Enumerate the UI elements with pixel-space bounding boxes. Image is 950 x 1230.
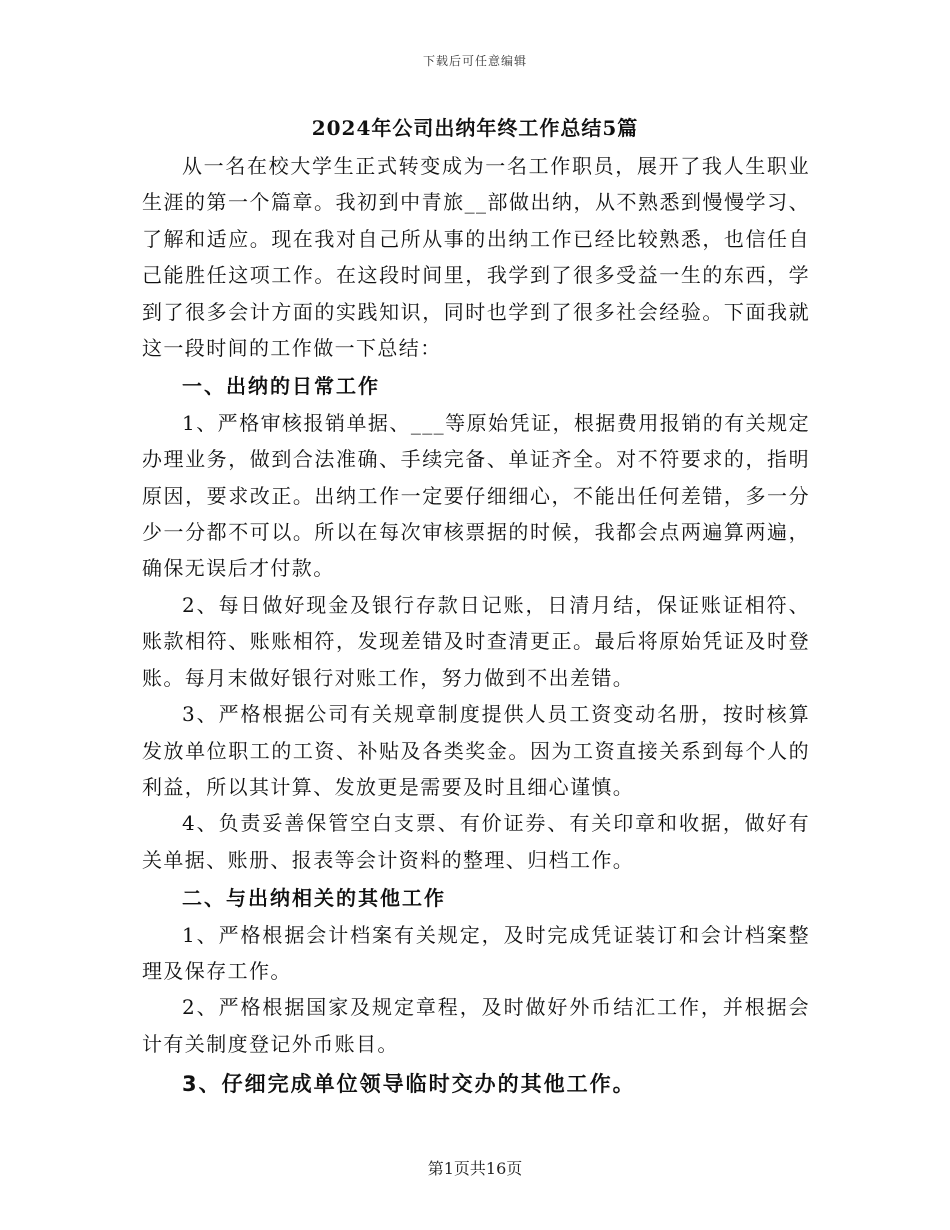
paragraph-item-6: 2、严格根据国家及规定章程，及时做好外币结汇工作，并根据会计有关制度登记外币账目。 [142,995,810,1056]
paragraph-item-7-bold: 3、仔细完成单位领导临时交办的其他工作。 [182,1072,636,1097]
paragraph-item-3: 3、严格根据公司有关规章制度提供人员工资变动名册，按时核算发放单位职工的工资、补贴及各类奖金。因为工资直接关系到每个人的利益，所以其计算、发放更是需要及时且细心谨慎。 [142,702,810,799]
page-header: 下载后可任意编辑 [422,54,527,68]
page-number: 第1页共16页 [427,1159,523,1178]
paragraph-item-4: 4、负责妥善保管空白支票、有价证券、有关印章和收据，做好有关单据、账册、报表等会计资料的整理、归档工作。 [142,811,810,872]
document-body [142,148,810,1103]
section-heading-1: 一、出纳的日常工作 [182,374,380,399]
paragraph-item-5: 1、严格根据会计档案有关规定，及时完成凭证装订和会计档案整理及保存工作。 [142,922,810,983]
paragraph-item-2: 2、每日做好现金及银行存款日记账，日清月结，保证账证相符、账款相符、账账相符，发现差错及时查清更正。最后将原始凭证及时登账。每月末做好银行对账工作，努力做到不出差错。 [142,592,810,690]
section-heading-2: 二、与出纳相关的其他工作 [182,886,446,911]
document-title: 2024年公司出纳年终工作总结5篇 [311,116,639,140]
paragraph-item-1: 1、严格审核报销单据、___等原始凭证，根据费用报销的有关规定办理业务，做到合法准确、手续完备、单证齐全。对不符要求的，指明原因，要求改正。出纳工作一定要仔细细心，不能出任何差错，多一分少一分都不可以。所以在每次审核票据的时候，我都会点两遍算两遍，确保无误后才付款。 [142,410,810,581]
intro-paragraph: 从一名在校大学生正式转变成为一名工作职员，展开了我人生职业生涯的第一个篇章。我初到中青旅__部做出纳，从不熟悉到慢慢学习、了解和适应。现在我对自己所从事的出纳工作已经比较熟悉，也信任自己能胜任这项工作。在这段时间里，我学到了很多受益一生的东西，学到了很多会计方面的实践知识，同时也学到了很多社会经验。下面我就这一段时间的工作做一下总结： [142,154,810,361]
